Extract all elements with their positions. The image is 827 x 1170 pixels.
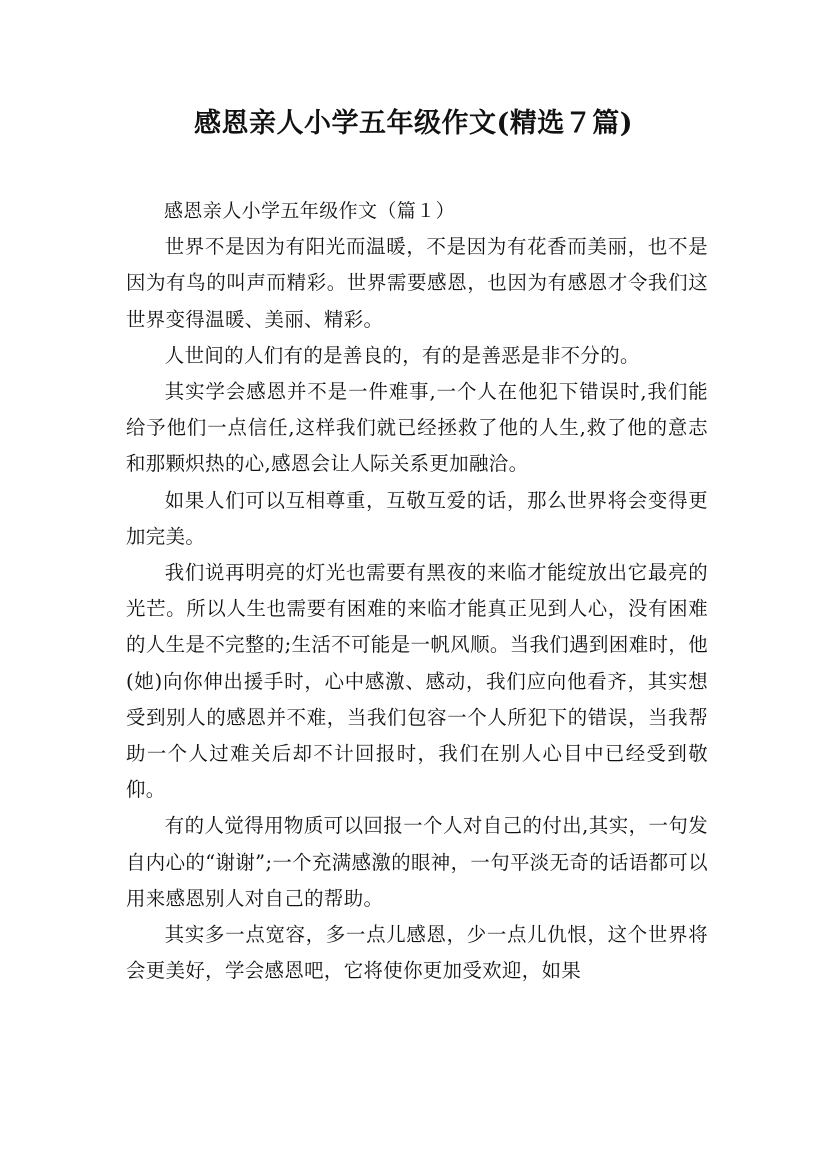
paragraph: 人世间的人们有的是善良的，有的是善恶是非不分的。: [164, 343, 640, 367]
paragraph: 其实多一点宽容，多一点儿感恩，少一点儿仇恨，这个世界将会更美好，学会感恩吧，它将使你更加受欢迎，如果: [126, 923, 708, 983]
paragraph: 其实学会感恩并不是一件难事,一个人在他犯下错误时,我们能给予他们一点信任,这样我们就已经拯救了他的人生,救了他的意志和那颗炽热的心,感恩会让人际关系更加融洽。: [126, 380, 708, 476]
paragraph: 世界不是因为有阳光而温暖，不是因为有花香而美丽，也不是因为有鸟的叫声而精彩。世界需要感恩，也因为有感恩才令我们这世界变得温暖、美丽、精彩。: [126, 235, 708, 331]
document-body: [126, 193, 708, 989]
paragraph: 如果人们可以互相尊重，互敬互爱的话，那么世界将会变得更加完美。: [126, 488, 708, 548]
paragraph: 有的人觉得用物质可以回报一个人对自己的付出,其实，一句发自内心的“谢谢”;一个充满感激的眼神，一句平淡无奇的话语都可以用来感恩别人对自己的帮助。: [126, 814, 708, 910]
paragraph: 我们说再明亮的灯光也需要有黑夜的来临才能绽放出它最亮的光芒。所以人生也需要有困难的来临才能真正见到人心，没有困难的人生是不完整的;生活不可能是一帆风顺。当我们遇到困难时，他(她)向你伸出援手时，心中感激、感动，我们应向他看齐，其实想受到别人的感恩并不难，当我们包容一个人所犯下的错误，当我帮助一个人过难关后却不计回报时，我们在别人心目中已经受到敬仰。: [126, 561, 708, 802]
document-title: 感恩亲人小学五年级作文(精选７篇): [193, 108, 634, 139]
section-heading: 感恩亲人小学五年级作文（篇１）: [164, 200, 456, 222]
